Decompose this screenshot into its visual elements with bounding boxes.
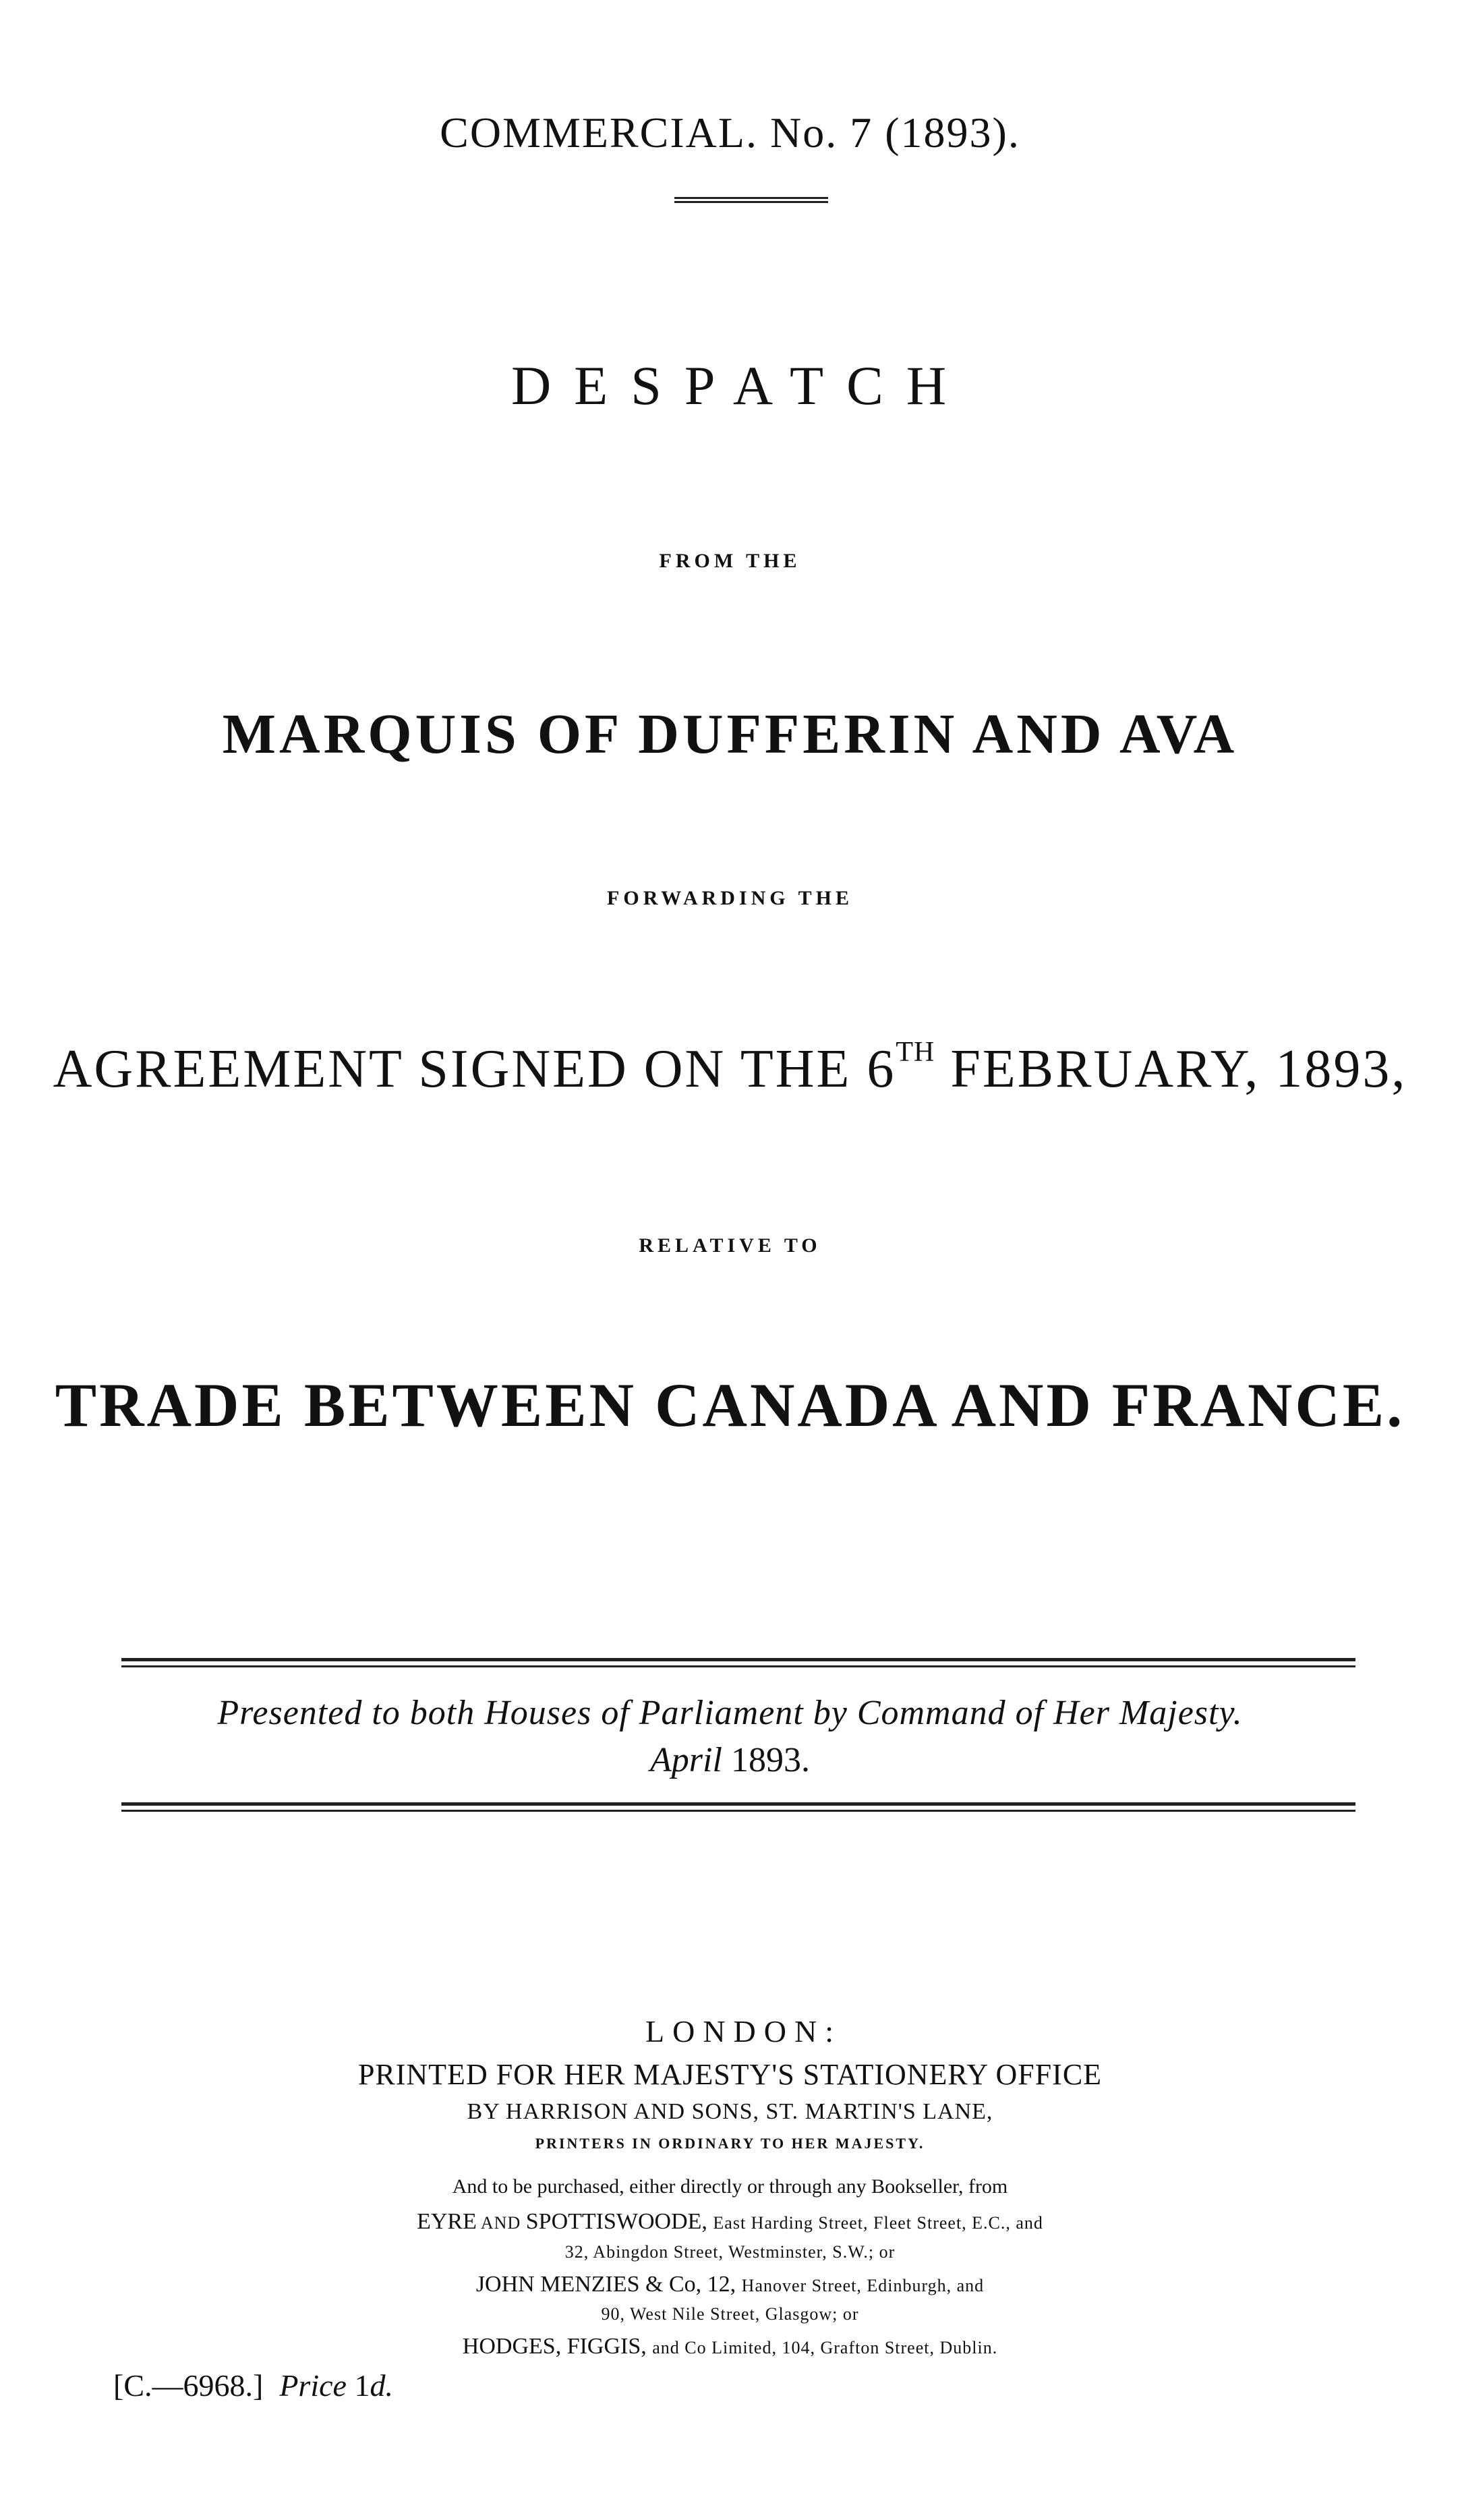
agent-menzies-line-1 bbox=[0, 2272, 1460, 2297]
agent-hodges-address: and Co Limited, 104, Grafton Street, Dublin. bbox=[652, 2338, 998, 2357]
imprint-printer: BY HARRISON AND SONS, ST. MARTIN'S LANE, bbox=[467, 2099, 993, 2124]
agent-hodges-line bbox=[0, 2334, 1460, 2359]
agent-eyre-address-1: East Harding Street, Fleet Street, E.C., and bbox=[713, 2213, 1043, 2233]
price-unit: d. bbox=[370, 2368, 393, 2403]
agent-eyre-name: EYRE bbox=[417, 2209, 477, 2234]
imprint-place: LONDON: bbox=[645, 2014, 842, 2049]
agreement-line bbox=[0, 1039, 1460, 1100]
document-title: DESPATCH bbox=[510, 355, 970, 416]
agent-menzies-name: JOHN MENZIES & Co, 12, bbox=[475, 2272, 742, 2297]
imprint-printed-for: PRINTED FOR HER MAJESTY'S STATIONERY OFFICE bbox=[357, 2058, 1103, 2091]
imprint-purchase-note: And to be purchased, either directly or through any Bookseller, from bbox=[452, 2175, 1008, 2198]
presentation-year: 1893. bbox=[722, 1741, 810, 1779]
imprint-printers-ordinary: PRINTERS IN ORDINARY TO HER MAJESTY. bbox=[535, 2135, 925, 2152]
agent-menzies-address-2: 90, West Nile Street, Glasgow; or bbox=[601, 2304, 859, 2324]
presentation-rule-top bbox=[121, 1658, 1355, 1667]
agent-eyre-address-2: 32, Abingdon Street, Westminster, S.W.; or bbox=[564, 2242, 896, 2262]
title-rule bbox=[674, 197, 828, 203]
command-number: [C.—6968.] bbox=[113, 2368, 264, 2403]
presentation-rule-bottom bbox=[121, 1802, 1355, 1812]
presentation-date bbox=[0, 1740, 1460, 1780]
agent-eyre-partner: SPOTTISWOODE, bbox=[525, 2209, 713, 2234]
agent-menzies-line-2 bbox=[0, 2300, 1460, 2326]
agreement-ordinal: TH bbox=[896, 1037, 935, 1068]
agent-menzies-address-1: Hanover Street, Edinburgh, and bbox=[741, 2276, 985, 2295]
agent-hodges-name: HODGES, FIGGIS, bbox=[462, 2334, 653, 2359]
from-the-line: FROM THE bbox=[659, 550, 801, 572]
agreement-text-b: FEBRUARY, 1893, bbox=[935, 1039, 1407, 1099]
agent-eyre-line-2 bbox=[0, 2238, 1460, 2264]
presentation-line: Presented to both Houses of Parliament by Command of Her Majesty. bbox=[217, 1694, 1243, 1732]
price-value: 1 bbox=[346, 2368, 370, 2403]
subject-line: TRADE BETWEEN CANADA AND FRANCE. bbox=[55, 1371, 1405, 1439]
relative-to-line: RELATIVE TO bbox=[639, 1234, 821, 1257]
price-label: Price bbox=[279, 2368, 347, 2403]
series-title: COMMERCIAL. No. 7 (1893). bbox=[440, 109, 1020, 156]
agent-eyre-line-1 bbox=[0, 2209, 1460, 2235]
command-reference bbox=[113, 2368, 393, 2403]
author-line: MARQUIS OF DUFFERIN AND AVA bbox=[222, 703, 1238, 766]
presentation-month: April bbox=[650, 1741, 722, 1779]
agent-eyre-and: AND bbox=[476, 2213, 526, 2233]
forwarding-line: FORWARDING THE bbox=[607, 887, 853, 909]
agreement-text-a: AGREEMENT SIGNED ON THE 6 bbox=[53, 1039, 896, 1099]
